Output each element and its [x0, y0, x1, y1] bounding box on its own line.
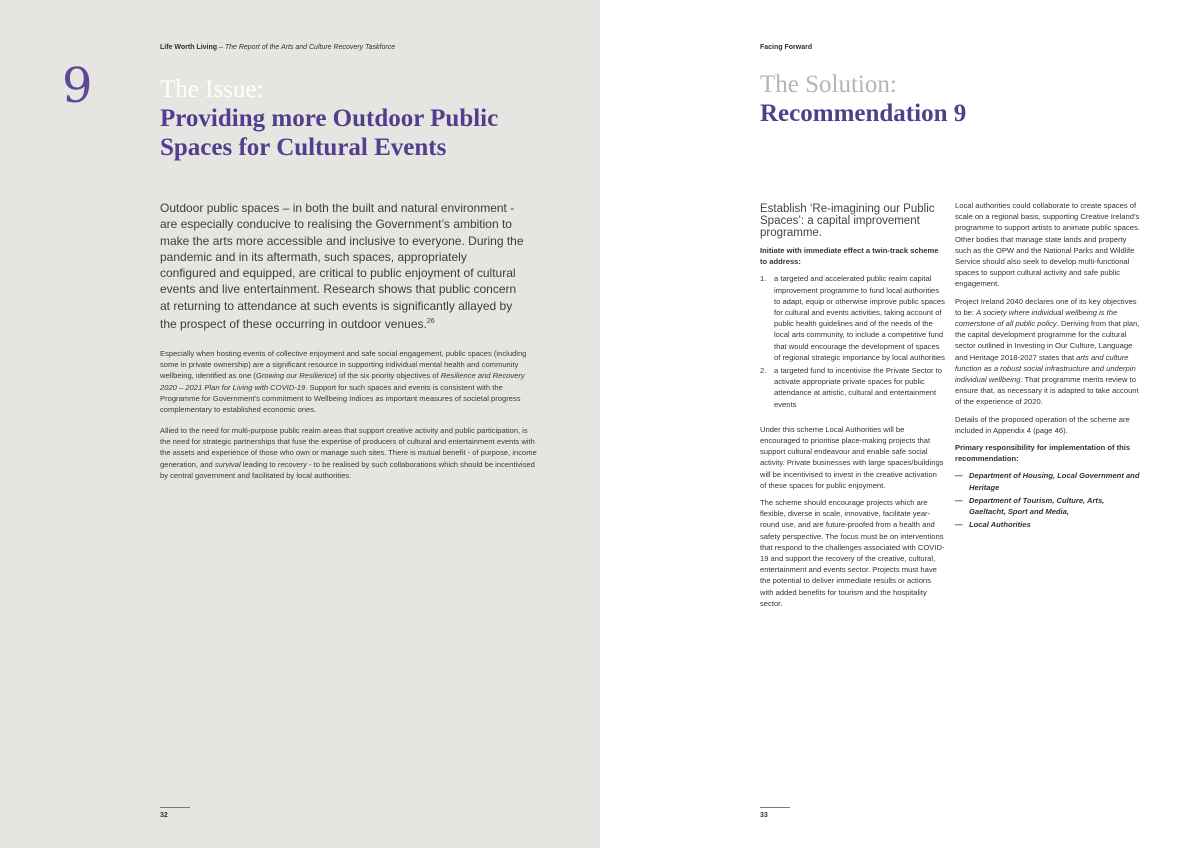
collaboration-paragraph: Local authorities could collaborate to create spaces of scale on a regional basis, supporting Creative Ireland’s programme to support artists to animate public spaces. Other bodies that manage state lands and property such as the OPW and the National Parks and Wildlife Service should also seek to develop multi-functional spaces to support cultural activity and safe public engagement.	[955, 201, 1140, 289]
pi-text-c: . Deriving from that plan, the capital development programme for the cultural sector outlined in Investing in Our Culture, Language and Heritage 2018-2027 states that	[955, 319, 1140, 362]
para1-text-a: Especially when hosting events of collective enjoyment and safe social engagement, public spaces (including some in private ownership) are a significant resource in supporting individual mental health and community wellbeing, identified as one (	[160, 349, 527, 381]
body-paragraph-2	[160, 425, 540, 481]
running-head	[160, 44, 395, 51]
folio-rule	[760, 807, 790, 808]
solution-label: The Solution:	[760, 71, 897, 98]
list-item	[760, 273, 945, 363]
scheme-list	[760, 273, 945, 409]
issue-heading-line1: Providing more Outdoor Public	[160, 105, 499, 132]
pi-text-b: A society where individual wellbeing is the cornerstone of all public policy	[955, 307, 1118, 329]
list-item	[955, 495, 1140, 517]
lead-paragraph: Outdoor public spaces – in both the built and natural environment - are especially conducive to realising the Government’s ambition to make the arts more accessible and inclusive to everyone. During the pandemic and in its aftermath, such spaces, appropriately configured and equipped, are critical to public enjoyment of cultural events and live entertainment. Research shows that public concern at returning to attendance at such events is significantly allayed by the prospect of these occurring in outdoor venues.$^{26}$	[160, 201, 524, 332]
responsibility-list	[955, 470, 1140, 530]
list-item-text: Department of Tourism, Culture, Arts, Gaeltacht, Sport and Media,	[969, 495, 1105, 517]
project-ireland-paragraph	[955, 296, 1140, 408]
para2-text-a: Allied to the need for multi-purpose public realm areas that support creative activity and public participation, is the need for strategic partnerships that fuse the expertise of producers of cultural and entertainment events with the assets and experience of those who own or manage such sites. There is mutual benefit - of purpose, income generation, and	[160, 426, 537, 469]
body-paragraph-1	[160, 348, 540, 415]
pi-text-d: arts and culture function as a robust social infrastructure and underpin individual wellbeing	[955, 352, 1136, 385]
issue-heading-line2: Spaces for Cultural Events	[160, 134, 447, 161]
para2-text-e: - to be realised by such collaborations which should be incentivised by central government and facilitated by local authorities.	[160, 459, 535, 480]
list-number: 2.	[760, 366, 767, 376]
pi-text-a: Project Ireland 2040 declares one of its key objectives to be:	[955, 296, 1137, 317]
para1-text-c: ) of the six priority objectives of	[334, 371, 441, 381]
footnote-ref: 26	[426, 318, 435, 326]
list-item	[955, 519, 1140, 530]
running-head-title: Life Worth Living	[160, 44, 218, 51]
para2-text-c: leading to	[240, 459, 278, 469]
solution-heading: Recommendation 9	[760, 100, 967, 127]
dash-marker: —	[955, 520, 963, 530]
column-2	[955, 200, 1140, 532]
scheme-intro: Initiate with immediate effect a twin-track scheme to address:	[760, 246, 939, 267]
right-page	[600, 0, 1200, 848]
list-item-text: Local Authorities	[969, 520, 1031, 530]
scheme-paragraph-2: The scheme should encourage projects which are flexible, diverse in scale, innovative, facilitate year-round use, and are future-proofed from a health and safety perspective. The focus must be on interventions that respond to the challenges associated with COVID-19 and support the recovery of the creative, cultural, entertainment and events sector. Projects must have the potential to deliver immediate results or actions with added benefits for tourism and the hospitality sector.	[760, 498, 945, 608]
scheme-paragraph-1: Under this scheme Local Authorities will be encouraged to prioritise place-making projects that support cultural endeavour and enable safe social activity. Private businesses with large spaces/buildings will be incentivised to invest in the creative activation of these spaces for public enjoyment.	[760, 424, 944, 490]
page-number: 32	[160, 812, 168, 819]
dash-marker: —	[955, 495, 963, 505]
issue-label: The Issue:	[160, 76, 264, 103]
issue-title	[160, 75, 560, 162]
scheme-subheading: Establish ‘Re-imagining our Public Spaces’: a capital improvement programme.	[760, 203, 935, 239]
column-1	[760, 203, 945, 615]
folio-rule	[160, 807, 190, 808]
lead-text: Outdoor public spaces – in both the built and natural environment - are especially conducive to realising the Government’s ambition to make the arts more accessible and inclusive to everyone. During the pandemic and in its aftermath, such spaces, appropriately configured and equipped, are critical to public enjoyment of cultural events and live entertainment. Research shows that public concern at returning to attendance at such events is significantly allayed by the prospect of these occurring in outdoor venues	[160, 201, 524, 332]
running-head: Facing Forward	[760, 44, 813, 51]
pi-text-e: . That programme merits review to ensure that, as necessary it is adapted to take account of the experience of 2020.	[955, 375, 1139, 407]
running-head-subtitle: – The Report of the Arts and Culture Recovery Taskforce	[217, 44, 396, 51]
appendix-paragraph: Details of the proposed operation of the scheme are included in Appendix 4 (page 46).	[955, 414, 1130, 435]
list-item-text: a targeted fund to incentivise the Private Sector to activate appropriate private spaces for public attendance at artistic, cultural and entertainment events	[774, 366, 943, 409]
recommendation-number: 9	[62, 58, 93, 114]
list-item-text: a targeted and accelerated public realm capital improvement programme to fund local authorities to adapt, equip or otherwise improve public spaces for cultural and events activities, taking account of public health guidelines and of the needs of the local arts community, to include a competitive fund that would encourage the development of spaces of regional strategic importance by local authorities	[774, 274, 945, 362]
para1-text-e: . Support for such spaces and events is consistent with the Programme for Government’s commitment to Wellbeing Indices as important measures of societal progress complementary to established economic ones.	[160, 382, 521, 415]
page-number: 33	[760, 812, 768, 819]
para1-text-d: Resilience and Recovery 2020 – 2021 Plan for Living with COVID-19	[160, 371, 525, 392]
list-item	[760, 365, 945, 410]
list-item-text: Department of Housing, Local Government and Heritage	[969, 471, 1140, 492]
solution-title	[760, 70, 1160, 128]
list-item	[955, 470, 1140, 492]
list-number: 1.	[760, 274, 767, 284]
para2-text-b: survival	[214, 459, 241, 469]
dash-marker: —	[955, 471, 963, 481]
para1-text-b: Growing our Resilience	[255, 371, 335, 381]
para2-text-d: recovery	[277, 459, 307, 469]
responsibility-heading: Primary responsibility for implementation of this recommendation:	[955, 443, 1131, 464]
